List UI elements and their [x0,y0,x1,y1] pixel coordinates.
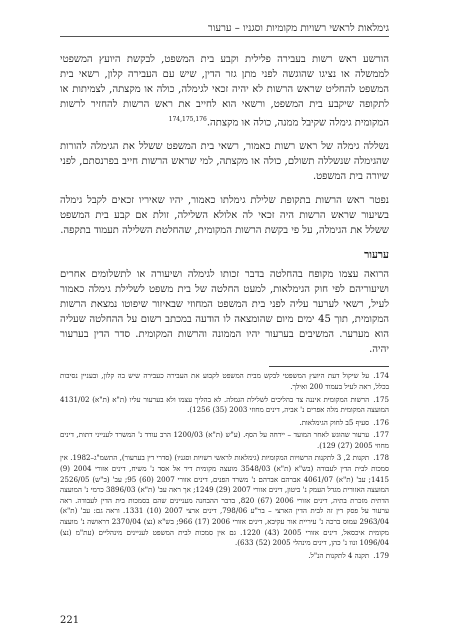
footnotes [60,371,389,561]
footnote: 179.תקנה 4 לתקנות הנ"ל. [308,550,389,560]
paragraph: הרואה עצמו מקופח בהחלטה בדבר זכותו לגימלה ושיעורה או לתשלומים אחרים ושיעוריהם לפי חוק הגימלאות, למעט החלטה של בית משפט לשלילת גימלה כאמור לעיל, רשאי לערער עליה לפני בית המשפט המחוזי שבאיזור שיפוטו נמצאת הרשות המקומית, תוך 45 ימים מיום שהומצאה לו הודעה במכתב רשום על ההחלטה שעליה הוא מערער. המשיבים בערעור יהיו הממונה והרשות המקומית. סדר הדין בערעור יהיה. [60,269,389,356]
paragraph: הורשע ראש רשות בעבירה פלילית וקבע בית המשפט, לבקשת היועץ המשפטי לממשלה או נציגו שהוגשה לפני מתן גזר הדין, שיש עם העבירה קלון, רשאי בית המשפט להחליט שראש הרשות לא יהיה זכאי לגימלה, כולה או מקצתה, לצמיתות או לתקופה שיקבע בית המשפט, ורשאי הוא לחייב את ראש הרשות להחזיר לרשות המקומית גימלה שקיבל ממנה, כולה או מקצתה.$^{174,175,176}$ [60,54,389,129]
footnote-ref[interactable]: 174,175,176 [168,116,207,123]
paragraph: נפטר ראש הרשות בתקופת שלילת גימלתו כאמור, יהיו שאיריו זכאים לקבל גימלה בשיעור שראש הרשות היה זכאי לה אלולא השלילה, זולת אם קבע בית המשפט ששלל את הגימלה, על פי בקשת הרשות המקומית, שהחלטת השלילה תעמוד בתקפה. [60,195,389,237]
footnote: 177.ערעור שהוגש לאחר המועד – יידחה על הסף. (ע"ש (ת"א) 1200/03 הרב עודד נ' המשרד לענייני דתות, דינים מחוזי 2005 (27) 129). [60,430,389,450]
section-heading: ערעור [364,249,389,262]
footnote-separator [269,366,389,367]
footnote: 178.תקנות 2, 3 לתקנות הרשויות המקומיות (גימלאות לראשי רשויות וסגניו) (סדרי דין בערעור), התשמ"ג–1982. אין סמכות לבית הדין לעבודה (בש"א (ת"א) 3548/03 מועצה מקומית דיר אל אסד נ' משיח, דינים אזורי 2004 (9) 1415; עב' (ת"א) 4061/07 אברהם אברהם נ' משרד הפנים, דינים אזורי 2007 (60) 95; עב' (ב"ש) 2526/05 המועצה האזורית מגדל העמק נ' ביטון, דינים אזורי 2007 (29) 1249; אך ראה עב' (ת"א) 3896/03 כרמי נ' המועצה הדתית מזכרת בתיה, דינים אזורי 2006 (67) 820, בדבר ההבחנה מעניינים שהם בסמכות בית הדין לעבודה. ראה ערעור על פסק דין זה לבית הדין הארצי – בר"ע 798/06, דינים ארצי 2007 (10) 1331. וראה גם: עב' (ת"א) 2963/04 עמוס ברכה נ' עיריית אור עקיבא, דינים אזורי 2006 (17) 966; בש"א (נצ) 2370/04 דראושה נ' מועצה מקומית איכסאל, דינים אזורי 2005 (43) 1220. גם אין סמכות לבית המשפט לעניינים מינהליים (עת"מ (נצ) 1096/04 זנוו נ' כהן, דינים מינהלי 2005 (52) 633). [60,453,390,548]
page-number: 221 [60,615,80,626]
running-header [60,22,389,37]
footnote: 175.הרשות המקומית איננה צד בהליכים לשלילת הגמלה. לא בהליך עצמו ולא בערעור עליו (ת"א (ת"א) 4131/02 המועצה המקומית מלה אפרים נ' אביה, דינים מחוזי 2003 (35) 1256). [60,394,389,415]
paragraph: נשללה גימלה של ראש רשות כאמור, רשאי בית המשפט ששלל את הגימלה להורות שהגימלה שנשללה תשולם, כולה או מקצתה, למי שראש הרשות חייב בפרנסתם, לפני שיורה בית המשפט. [60,141,389,183]
footnote: 174.על שיקול דעת היועץ המשפטי לבקש מבית המשפט לקבוע את העבירה כעבירה שיש בה קלון, ובעניין נסיבות בכלל, ראה לעיל בעמוד 200 ואילך. [60,371,389,391]
header-title: גימלאות לראשי רשויות מקומיות וסגניו – ערעור [207,23,389,34]
footnote: 176.סעיף 5ב לחוק הגימלאות. [299,417,389,427]
main-text [60,52,389,563]
